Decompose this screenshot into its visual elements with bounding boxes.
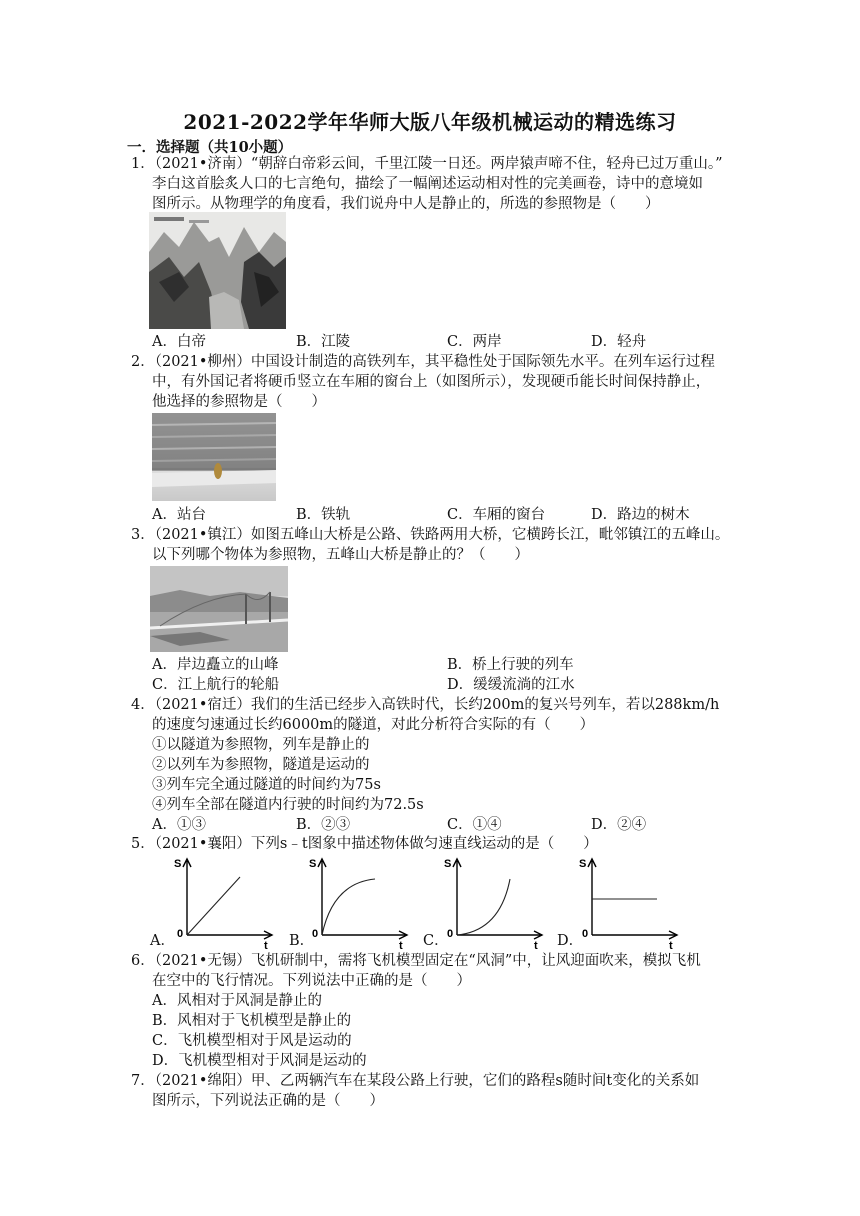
q5-b-curve xyxy=(322,879,375,935)
q5-a-origin: 0 xyxy=(177,928,184,940)
q1-line-1: 1．（2021•济南）“朝辞白帝彩云间，千里江陵一日还。两岸猿声啼不住，轻舟已过万重山。” xyxy=(131,156,723,172)
q6-option-d: D．飞机模型相对于风洞是运动的 xyxy=(152,1053,367,1069)
q2-coin-on-windowsill-photo xyxy=(152,413,276,501)
section-heading: 一．选择题（共10小题） xyxy=(127,139,293,156)
q5-c-curve xyxy=(457,879,510,935)
q5-d-x-label: t xyxy=(669,940,673,950)
q5-option-a: A． xyxy=(150,933,175,949)
q5-option-d: D． xyxy=(557,933,584,949)
q6-option-a: A．风相对于风洞是静止的 xyxy=(152,993,322,1009)
q4-statement-1: ①以隧道为参照物，列车是静止的 xyxy=(152,737,370,753)
q5-b-y-label: S xyxy=(309,858,317,870)
q3-option-b: B．桥上行驶的列车 xyxy=(447,657,574,673)
q1-option-c: C．两岸 xyxy=(447,334,502,350)
q4-line-2: 的速度匀速通过长约6000m的隧道，对此分析符合实际的有（ ） xyxy=(152,717,595,733)
q5-option-c: C． xyxy=(423,933,449,949)
q2-line-1: 2．（2021•柳州）中国设计制造的高铁列车，其平稳性处于国际领先水平。在列车运行过程 xyxy=(131,354,715,370)
q5-b-origin: 0 xyxy=(312,928,319,940)
q2-option-c: C．车厢的窗台 xyxy=(447,507,546,523)
q2-option-b: B．铁轨 xyxy=(296,507,351,523)
q3-option-a: A．岸边矗立的山峰 xyxy=(152,657,279,673)
q3-option-c: C．江上航行的轮船 xyxy=(152,677,280,693)
q6-line-1: 6．（2021•无锡）飞机研制中，需将飞机模型固定在“风洞”中，让风迎面吹来，模拟飞机 xyxy=(131,953,701,969)
q6-line-2: 在空中的飞行情况。下列说法中正确的是（ ） xyxy=(152,973,471,989)
q3-bridge-photo xyxy=(150,566,288,652)
q4-line-1: 4．（2021•宿迁）我们的生活已经步入高铁时代，长约200m的复兴号列车，若以288km/h xyxy=(131,697,720,713)
q5-a-line xyxy=(187,877,240,935)
q4-statement-4: ④列车全部在隧道内行驶的时间约为72.5s xyxy=(152,797,424,813)
q1-landscape-painting xyxy=(149,212,286,329)
q5-a-x-label: t xyxy=(264,940,268,950)
q4-option-d: D．②④ xyxy=(591,817,647,833)
q1-option-b: B．江陵 xyxy=(296,334,351,350)
q1-line-3: 图所示。从物理学的角度看，我们说舟中人是静止的，所选的参照物是（ ） xyxy=(152,196,660,212)
q4-option-c: C．①④ xyxy=(447,817,502,833)
q1-option-a: A．白帝 xyxy=(152,334,206,350)
q3-line-2: 以下列哪个物体为参照物，五峰山大桥是静止的？（ ） xyxy=(152,547,529,563)
q2-option-a: A．站台 xyxy=(152,507,206,523)
q6-option-b: B．风相对于飞机模型是静止的 xyxy=(152,1013,352,1029)
q7-line-2: 图所示，下列说法正确的是（ ） xyxy=(152,1093,384,1109)
q4-statement-3: ③列车完全通过隧道的时间约为75s xyxy=(152,777,381,793)
q6-option-c: C．飞机模型相对于风是运动的 xyxy=(152,1033,352,1049)
q5-b-x-label: t xyxy=(399,940,403,950)
q2-line-3: 他选择的参照物是（ ） xyxy=(152,394,326,410)
q2-line-2: 中，有外国记者将硬币竖立在车厢的窗台上（如图所示），发现硬币能长时间保持静止， xyxy=(152,374,711,390)
q5-c-origin: 0 xyxy=(447,928,454,940)
q3-line-1: 3．（2021•镇江）如图五峰山大桥是公路、铁路两用大桥，它横跨长江，毗邻镇江的五峰山。 xyxy=(131,527,730,543)
q5-d-origin: 0 xyxy=(582,928,589,940)
q4-option-a: A．①③ xyxy=(152,817,206,833)
q4-statement-2: ②以列车为参照物，隧道是运动的 xyxy=(152,757,370,773)
q1-option-d: D．轻舟 xyxy=(591,334,647,350)
q2-option-d: D．路边的树木 xyxy=(591,507,690,523)
q1-line-2: 李白这首脍炙人口的七言绝句，描绘了一幅阐述运动相对性的完美画卷，诗中的意境如 xyxy=(152,176,703,192)
q4-option-b: B．②③ xyxy=(296,817,351,833)
q5-a-y-label: S xyxy=(174,858,182,870)
q5-graph-a xyxy=(160,855,280,950)
q5-c-x-label: t xyxy=(534,940,538,950)
page-title: 2021-2022学年华师大版八年级机械运动的精选练习 xyxy=(183,110,677,134)
q5-line-1: 5．（2021•襄阳）下列s﹣t图象中描述物体做匀速直线运动的是（ ） xyxy=(131,836,598,852)
q7-line-1: 7．（2021•绵阳）甲、乙两辆汽车在某段公路上行驶，它们的路程s随时间t变化的关系如 xyxy=(131,1073,700,1089)
q5-c-y-label: S xyxy=(444,858,452,870)
q3-option-d: D．缓缓流淌的江水 xyxy=(447,677,575,693)
q5-option-b: B． xyxy=(289,933,315,949)
q5-d-y-label: S xyxy=(579,858,587,870)
